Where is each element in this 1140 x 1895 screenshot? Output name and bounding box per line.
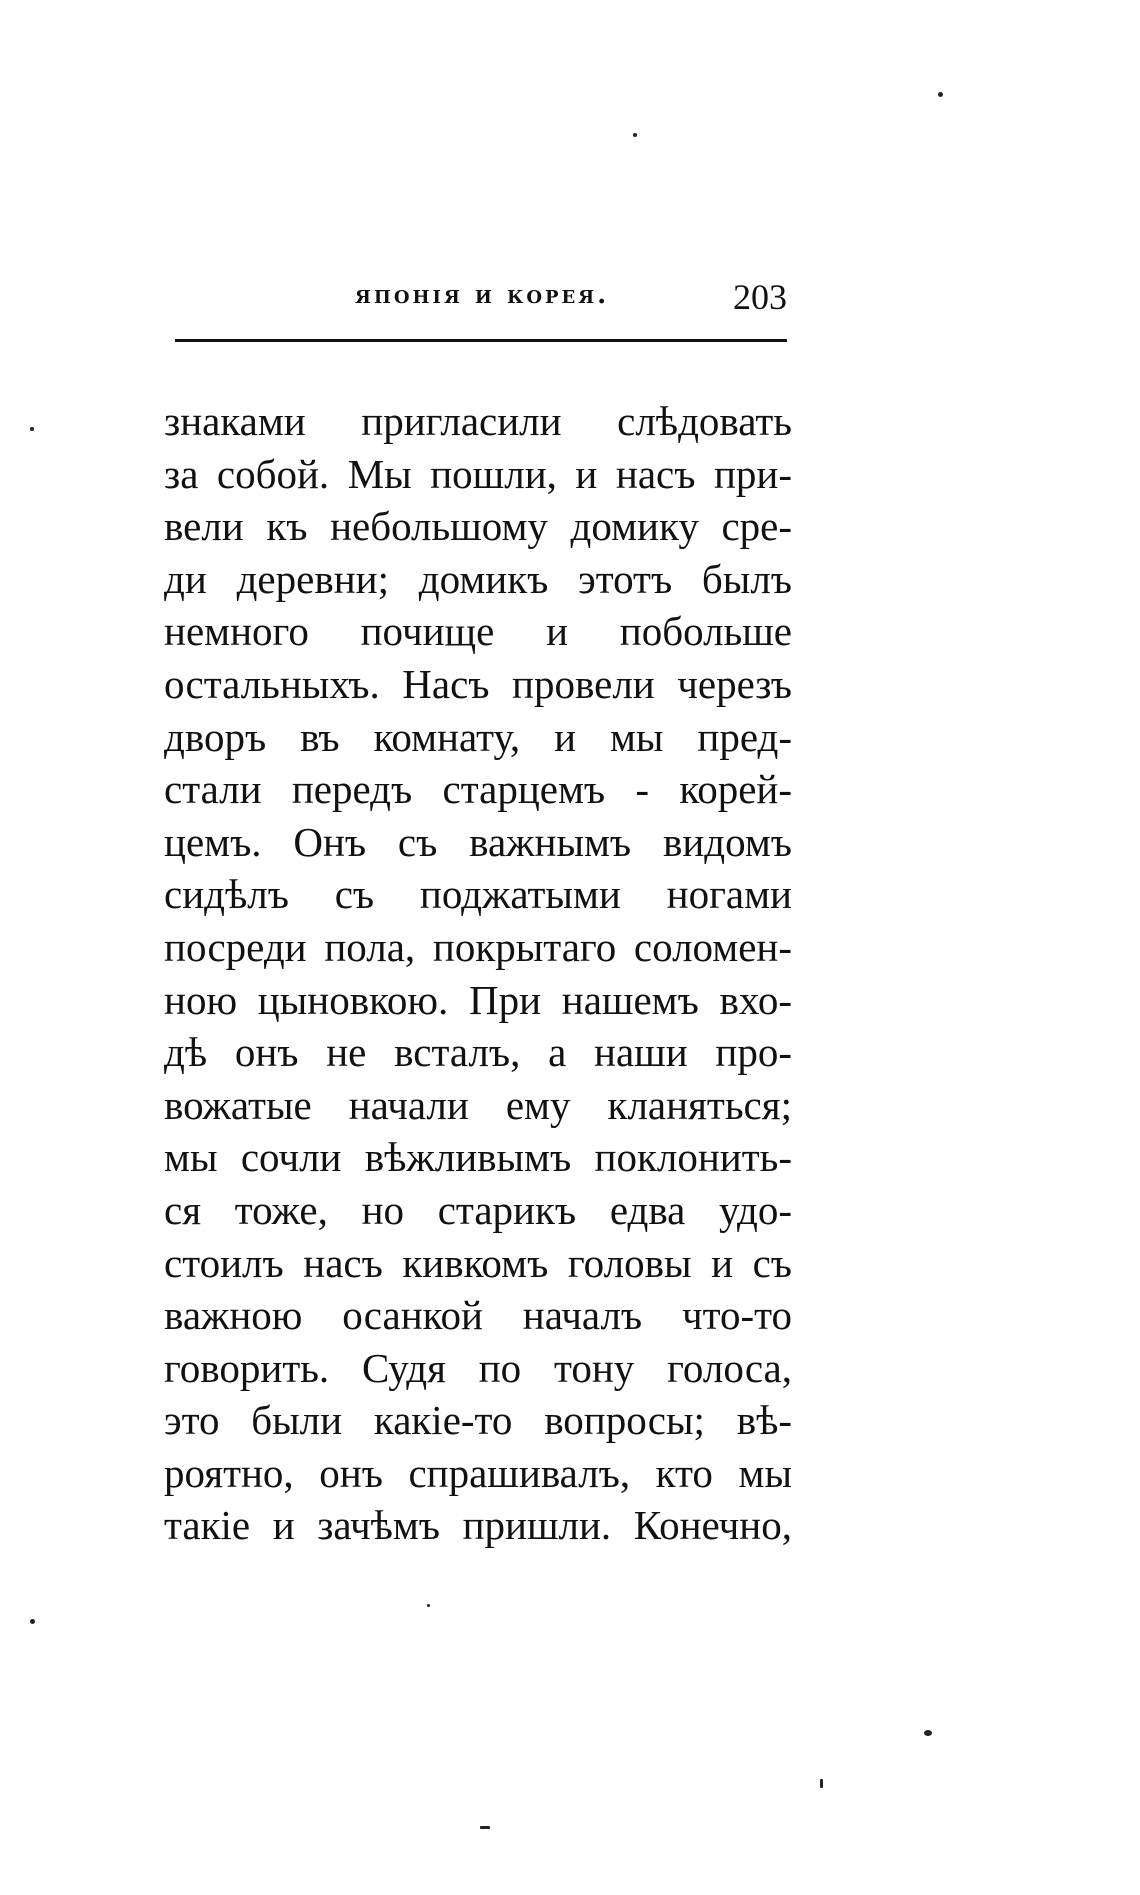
text-line: стали передъ старцемъ - корей-	[164, 766, 792, 813]
text-line: цемъ. Онъ съ важнымъ видомъ	[164, 818, 792, 865]
text-line: стоилъ насъ кивкомъ головы и съ	[164, 1239, 792, 1286]
scan-speck	[633, 133, 637, 137]
text-line: дворъ въ комнату, и мы пред-	[164, 713, 792, 760]
running-head	[175, 276, 787, 324]
page-number: 203	[733, 277, 787, 317]
text-line: ся тоже, но старикъ едва удо-	[164, 1186, 792, 1233]
header-rule	[175, 339, 787, 342]
text-line: вожатые начали ему кланяться;	[164, 1081, 792, 1128]
scan-speck	[924, 1730, 932, 1736]
text-line: остальныхъ. Насъ провели черезъ	[164, 660, 792, 707]
text-line: это были какіе-то вопросы; вѣ-	[164, 1397, 792, 1444]
text-line: говорить. Судя по тону голоса,	[164, 1344, 792, 1391]
text-line: такіе и зачѣмъ пришли. Конечно,	[164, 1502, 792, 1549]
scan-speck	[427, 1604, 430, 1607]
text-line: сидѣлъ съ поджатыми ногами	[164, 871, 792, 918]
text-line: немного почище и побольше	[164, 608, 792, 655]
text-line: ною цыновкою. При нашемъ вхо-	[164, 976, 792, 1023]
text-line: дѣ онъ не всталъ, а наши про-	[164, 1029, 792, 1076]
text-line: ди деревни; домикъ этотъ былъ	[164, 555, 792, 602]
text-line: посреди пола, покрытаго соломен-	[164, 923, 792, 970]
scan-speck	[480, 1826, 490, 1829]
scan-speck	[938, 92, 943, 97]
scan-speck	[30, 427, 34, 431]
text-line: за собой. Мы пошли, и насъ при-	[164, 450, 792, 497]
text-line: важною осанкой началъ что-то	[164, 1292, 792, 1339]
text-line: знаками пригласили слѣдовать	[164, 398, 792, 444]
text-line: роятно, онъ спрашивалъ, кто мы	[164, 1449, 792, 1496]
text-line: вели къ небольшому домику сре-	[164, 503, 792, 550]
body-text	[164, 395, 792, 1552]
scan-speck	[820, 1779, 823, 1788]
running-head-title: японія и корея.	[355, 280, 610, 310]
text-line: мы сочли вѣжливымъ поклонить-	[164, 1134, 792, 1181]
scan-speck	[30, 1619, 35, 1624]
